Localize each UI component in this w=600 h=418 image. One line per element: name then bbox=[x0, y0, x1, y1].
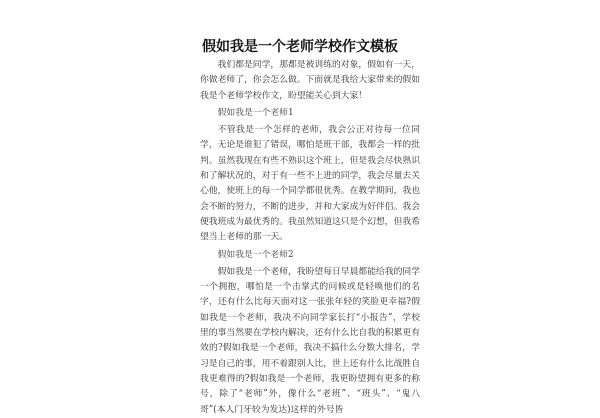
section-subtitle: 假如我是一个老师1 bbox=[217, 107, 294, 118]
intro-paragraph: 我们都是同学，那都是被训练的对象，假如有一天，你做老师了，你会怎么做。下面就是我给大家带来的假如我是个老师学校作文，盼望能关心到大家！ bbox=[200, 60, 420, 101]
document-title: 假如我是一个老师学校作文模板 bbox=[202, 39, 398, 55]
document-body bbox=[200, 58, 420, 418]
section-subtitle: 假如我是一个老师2 bbox=[217, 249, 294, 260]
body-paragraph: 不管我是一个怎样的老师，我会公正对待每一位同学，无论是谁犯了错误，哪怕是班干部，我都会一样的批判。虽然我现在有些不熟识这个班上，但是我会尽快熟识和了解状况的，对于有一些不上进的同学，我会尽量去关心他，使班上的每一个同学都很优秀。在教学期间，我也会不断的努力，不断的进步，并和大家成为好伴侣。我会便我班成为最优秀的。我虽然知道这只是个幻想，但我希望当上老师的那一天。 bbox=[200, 125, 420, 243]
body-paragraph: 假如我是一个老师，我盼望每日早晨都能给我的同学一个拥抱，哪怕是一个击掌式的问候或是轻唤他们的名字，还有什么比每天面对这一张张年轻的笑脸更幸福?假如我是一个老师，我决不向同学家长打“小报告”，学校里的事当然要在学校内解决，还有什么比自我的积累更有效的?假如我是一个老师，我决不搞什么分数大排名，学习是自己的事，用不着跟别人比，世上还有什么比战胜自我更难得的?假如我是一个老师，我更盼望拥有更多的称号，除了“老师”外，像什么“老班”、“班头”、“鬼八哥”(本人门牙较为发达)这样的外号皆 bbox=[200, 266, 420, 415]
